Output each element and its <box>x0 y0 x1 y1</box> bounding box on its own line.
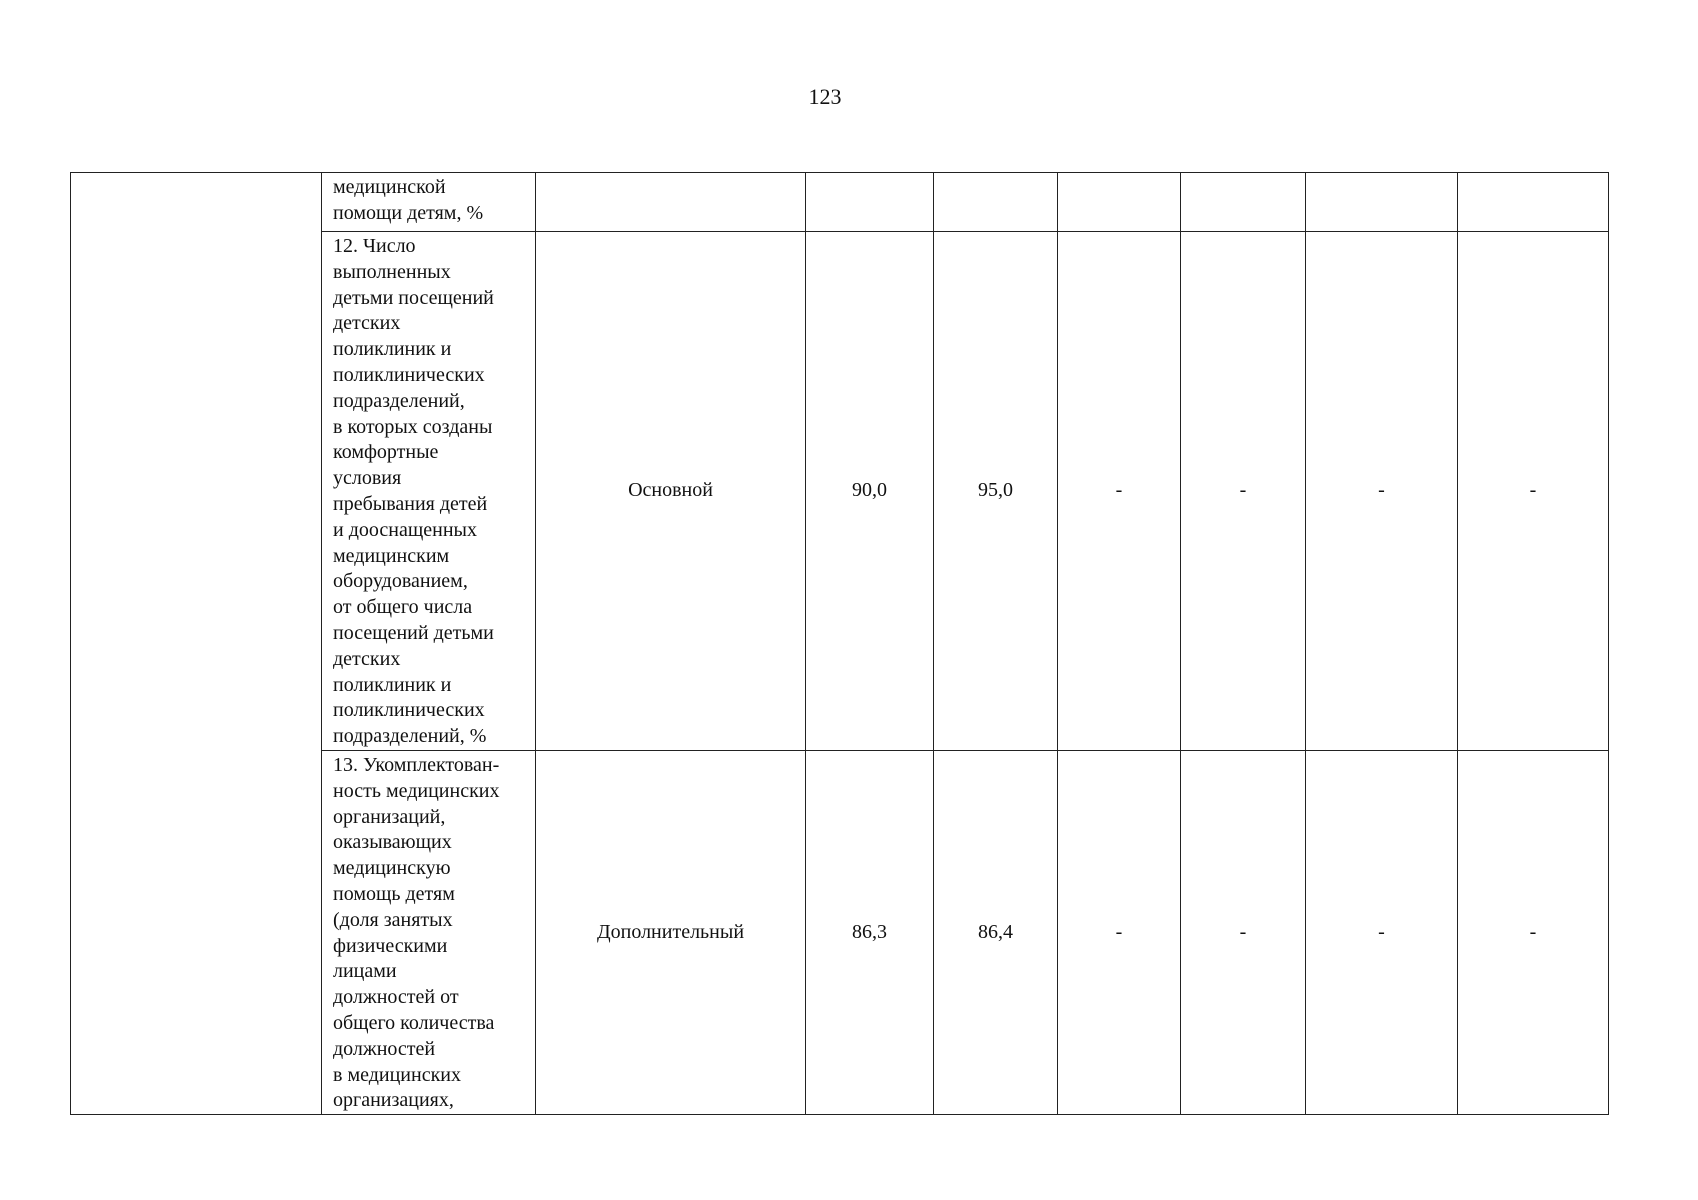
indicator-type-cell <box>536 173 806 232</box>
value-cell-4 <box>1181 173 1306 232</box>
value-cell-3 <box>1058 173 1181 232</box>
value-cell-1: 86,3 <box>806 750 934 1114</box>
value-cell-6: - <box>1458 750 1609 1114</box>
value-cell-1: 90,0 <box>806 232 934 751</box>
value-cell-3: - <box>1058 232 1181 751</box>
value-cell-2: 95,0 <box>934 232 1058 751</box>
merged-left-cell <box>71 173 322 1115</box>
indicator-name-cell: 13. Укомплектован- ность медицинских организаций, оказывающих медицинскую помощь детям (доля занятых физическими лицами должностей от общего количества должностей в медицинских организациях, <box>322 750 536 1114</box>
value-cell-2: 86,4 <box>934 750 1058 1114</box>
value-cell-2 <box>934 173 1058 232</box>
value-cell-5: - <box>1306 232 1458 751</box>
value-cell-5 <box>1306 173 1458 232</box>
value-cell-6: - <box>1458 232 1609 751</box>
indicator-table <box>70 172 1609 1115</box>
value-cell-1 <box>806 173 934 232</box>
value-cell-6 <box>1458 173 1609 232</box>
indicator-name-cell: 12. Число выполненных детьми посещений детских поликлиник и поликлинических подразделений, в которых созданы комфортные условия пребывания детей и дооснащенных медицинским оборудованием, от общего числа посещений детьми детских поликлиник и поликлинических подразделений, % <box>322 232 536 751</box>
page-number: 123 <box>808 84 842 109</box>
value-cell-4: - <box>1181 232 1306 751</box>
indicator-type-cell: Дополнительный <box>536 750 806 1114</box>
value-cell-4: - <box>1181 750 1306 1114</box>
indicator-name-cell: медицинской помощи детям, % <box>322 173 536 232</box>
value-cell-3: - <box>1058 750 1181 1114</box>
table-row <box>71 173 1609 232</box>
value-cell-5: - <box>1306 750 1458 1114</box>
indicator-type-cell: Основной <box>536 232 806 751</box>
